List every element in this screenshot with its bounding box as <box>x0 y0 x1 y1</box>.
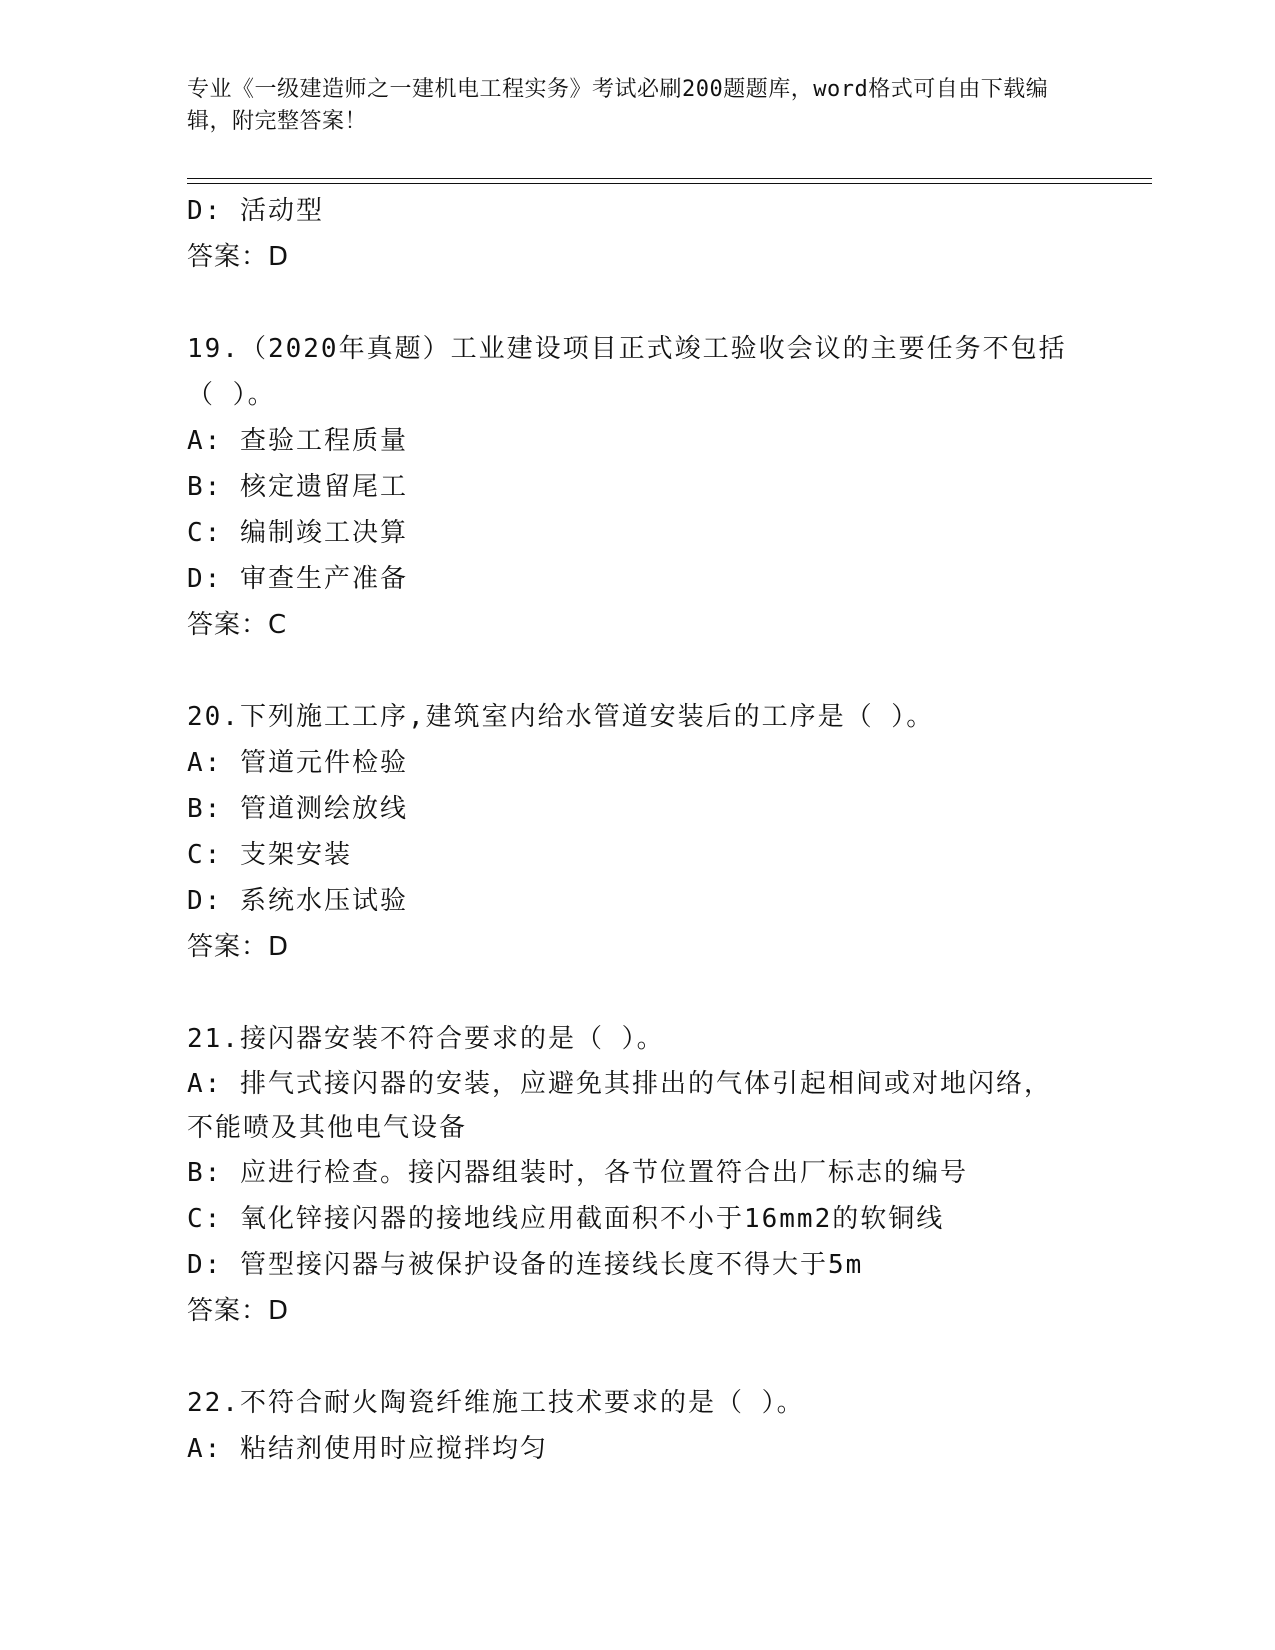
answer: 答案：C <box>187 610 288 640</box>
option-b: B: 管道测绘放线 <box>187 794 408 824</box>
question-stem: 22.不符合耐火陶瓷纤维施工技术要求的是（ ）。 <box>187 1388 805 1418</box>
page-header: 专业《一级建造师之一建机电工程实务》考试必刷200题题库，word格式可自由下载编辑，附完整答案！ <box>187 77 1049 134</box>
prev-answer: 答案：D <box>187 242 290 272</box>
option-b: B: 应进行检查。接闪器组装时，各节位置符合出厂标志的编号 <box>187 1158 968 1188</box>
question-21 <box>187 1016 1087 1334</box>
question-stem-cont: （ ）。 <box>187 380 276 410</box>
option-d: D: 系统水压试验 <box>187 886 408 916</box>
document-body <box>187 188 1087 1472</box>
option-a: A: 排气式接闪器的安装，应避免其排出的气体引起相间或对地闪络， <box>187 1069 1052 1099</box>
option-a: A: 查验工程质量 <box>187 426 408 456</box>
option-c: C: 氧化锌接闪器的接地线应用截面积不小于16mm2的软铜线 <box>187 1204 945 1234</box>
option-b: B: 核定遗留尾工 <box>187 472 408 502</box>
option-c: C: 编制竣工决算 <box>187 518 408 548</box>
question-stem: 20.下列施工工序,建筑室内给水管道安装后的工序是（ ）。 <box>187 702 935 732</box>
option-a: A: 粘结剂使用时应搅拌均匀 <box>187 1434 548 1464</box>
header-rule-top <box>187 178 1152 179</box>
answer: 答案：D <box>187 1296 290 1326</box>
option-c: C: 支架安装 <box>187 840 352 870</box>
question-19 <box>187 326 1087 648</box>
question-stem: 21.接闪器安装不符合要求的是（ ）。 <box>187 1024 665 1054</box>
question-stem: 19.（2020年真题）工业建设项目正式竣工验收会议的主要任务不包括 <box>187 334 1067 364</box>
header-rule-bottom <box>187 183 1152 184</box>
answer: 答案：D <box>187 932 290 962</box>
option-d: D: 审查生产准备 <box>187 564 408 594</box>
option-d: D: 管型接闪器与被保护设备的连接线长度不得大于5m <box>187 1250 864 1280</box>
option-a: A: 管道元件检验 <box>187 748 408 778</box>
question-20 <box>187 694 1087 970</box>
prev-option-d: D: 活动型 <box>187 196 324 226</box>
option-a-cont: 不能喷及其他电气设备 <box>187 1113 468 1143</box>
question-22 <box>187 1380 1087 1472</box>
